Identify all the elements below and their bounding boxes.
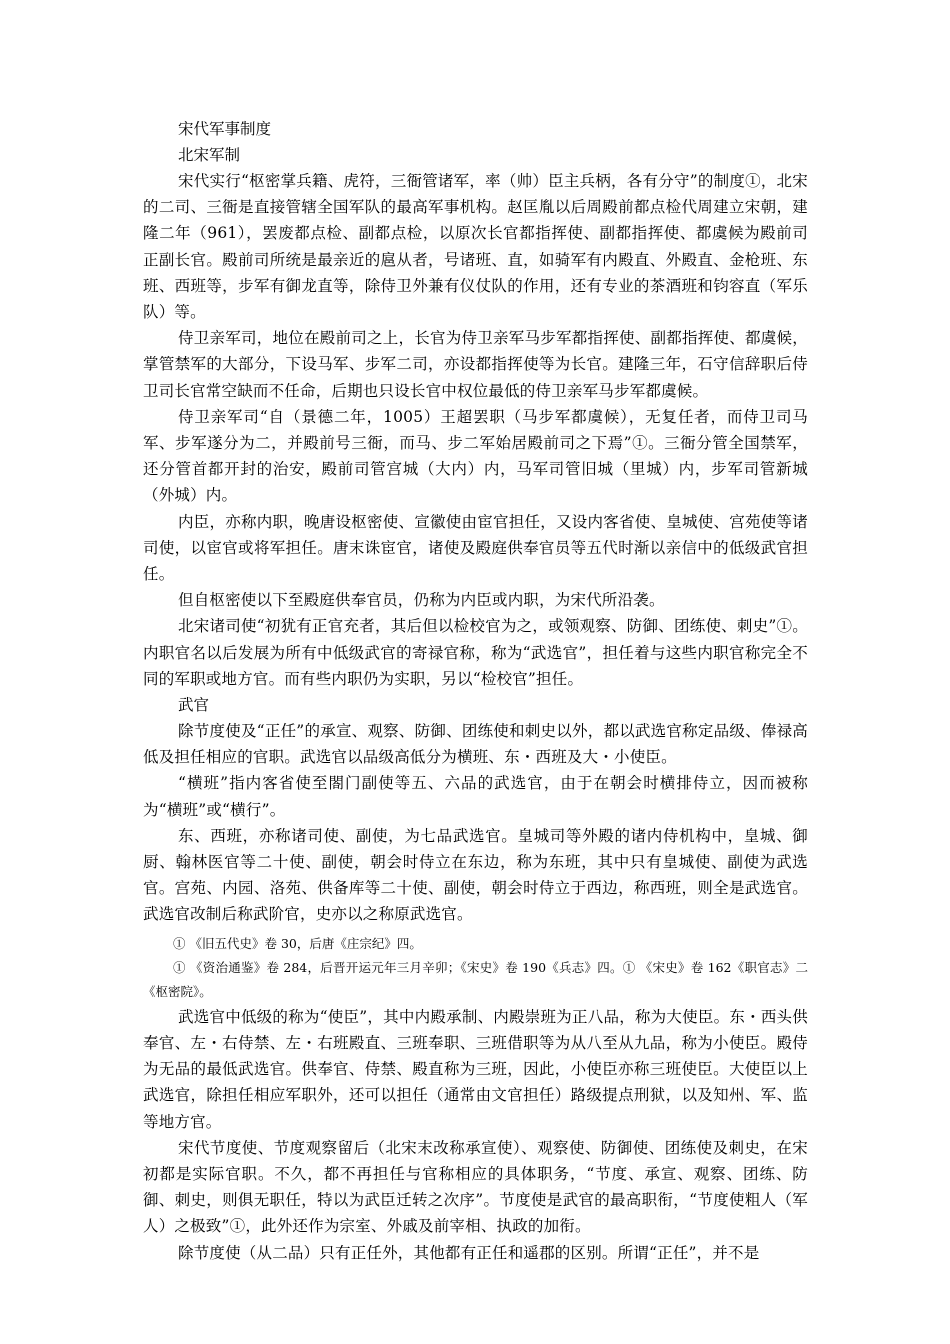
paragraph: 除节度使及“正任”的承宣、观察、防御、团练使和刺史以外，都以武选官称定品级、俸禄高低及担任相应的官职。武选官以品级高低分为横班、东・西班及大・小使臣。 [143,722,808,767]
section-heading-military-officials: 武官 [178,696,210,715]
paragraph: 宋代节度使、节度观察留后（北宋末改称承宣使）、观察使、防御使、团练使及刺史，在宋初都是实际官职。不久，都不再担任与官称相应的具体职务，“节度、承宣、观察、团练、防御、刺史，则俱无职任，特以为武臣迁转之次序”。节度使是武官的最高职衔，“节度使粗人（军人）之极致”①，此外还作为宗室、外戚及前宰相、执政的加衔。 [143,1138,808,1236]
footnote: ① 《资治通鉴》卷 284，后晋开运元年三月辛卯；《宋史》卷 190《兵志》四。① 《宋史》卷 162《职官志》二《枢密院》。 [143,959,808,999]
paragraph: 内臣，亦称内职，晚唐设枢密使、宣徽使由宦官担任，又设内客省使、皇城使、宫苑使等诸司使，以宦官或将军担任。唐末诛宦官，诸使及殿庭供奉官员等五代时渐以亲信中的低级武官担任。 [143,512,808,584]
paragraph: 侍卫亲军司“自（景德二年，1005）王超罢职（马步军都虞候），无复任者，而侍卫司马军、步军遂分为二，并殿前号三衙，而马、步二军始居殿前司之下焉”①。三衙分管全国禁军，还分管首都开封的治安，殿前司管宫城（大内）内，马军司管旧城（里城）内，步军司管新城（外城）内。 [143,407,808,505]
footnote: ① 《旧五代史》卷 30，后唐《庄宗纪》四。 [173,935,422,951]
document-body [143,116,808,1266]
section-title-northern-song: 北宋军制 [178,146,241,164]
document-title: 宋代军事制度 [178,120,272,138]
paragraph: 侍卫亲军司，地位在殿前司之上，长官为侍卫亲军马步军都指挥使、副都指挥使、都虞候，掌管禁军的大部分，下设马军、步军二司，亦设都指挥使等为长官。建隆三年，石守信辞职后侍卫司长官常空缺而不任命，后期也只设长官中权位最低的侍卫亲军马步军都虞候。 [143,329,808,400]
paragraph: 除节度使（从二品）只有正任外，其他都有正任和遥郡的区别。所谓“正任”，并不是 [178,1243,760,1262]
paragraph: 宋代实行“枢密掌兵籍、虎符，三衙管诸军，率（帅）臣主兵柄，各有分守”的制度①，北宋的二司、三衙是直接管辖全国军队的最高军事机构。赵匡胤以后周殿前都点检代周建立宋朝，建隆二年（961），罢废都点检、副都点检，以原次长官都指挥使、副都指挥使、都虞候为殿前司正副长官。殿前司所统是最亲近的扈从者，号诸班、直，如骑军有内殿直、外殿直、金枪班、东班、西班等，步军有御龙直等，除侍卫外兼有仪仗队的作用，还有专业的茶酒班和钧容直（军乐队）等。 [143,172,808,322]
paragraph: 东、西班，亦称诸司使、副使，为七品武选官。皇城司等外殿的诸内侍机构中，皇城、御厨、翰林医官等二十使、副使，朝会时侍立在东边，称为东班，其中只有皇城使、副使为武选官。宫苑、内园、洛苑、供备库等二十使、副使，朝会时侍立于西边，称西班，则全是武选官。武选官改制后称武阶官，史亦以之称原武选官。 [143,826,808,924]
paragraph: “横班”指内客省使至閤门副使等五、六品的武选官，由于在朝会时横排侍立，因而被称为“横班”或“横行”。 [143,774,808,819]
paragraph: 但自枢密使以下至殿庭供奉官员，仍称为内臣或内职，为宋代所沿袭。 [178,591,665,610]
footnotes [143,932,808,1004]
paragraph: 武选官中低级的称为“使臣”，其中内殿承制、内殿崇班为正八品，称为大使臣。东・西头供奉官、左・右侍禁、左・右班殿直、三班奉职、三班借职等为从八至从九品，称为小使臣。殿侍为无品的最低武选官。供奉官、侍禁、殿直称为三班，因此，小使臣亦称三班使臣。大使臣以上武选官，除担任相应军职外，还可以担任（通常由文官担任）路级提点刑狱，以及知州、军、监等地方官。 [143,1007,808,1131]
paragraph: 北宋诸司使“初犹有正官充者，其后但以检校官为之，或领观察、防御、团练使、刺史”①。内职官名以后发展为所有中低级武官的寄禄官称，称为“武选官”，担任着与这些内职官称完全不同的军职或地方官。而有些内职仍为实职，另以“检校官”担任。 [143,617,808,688]
